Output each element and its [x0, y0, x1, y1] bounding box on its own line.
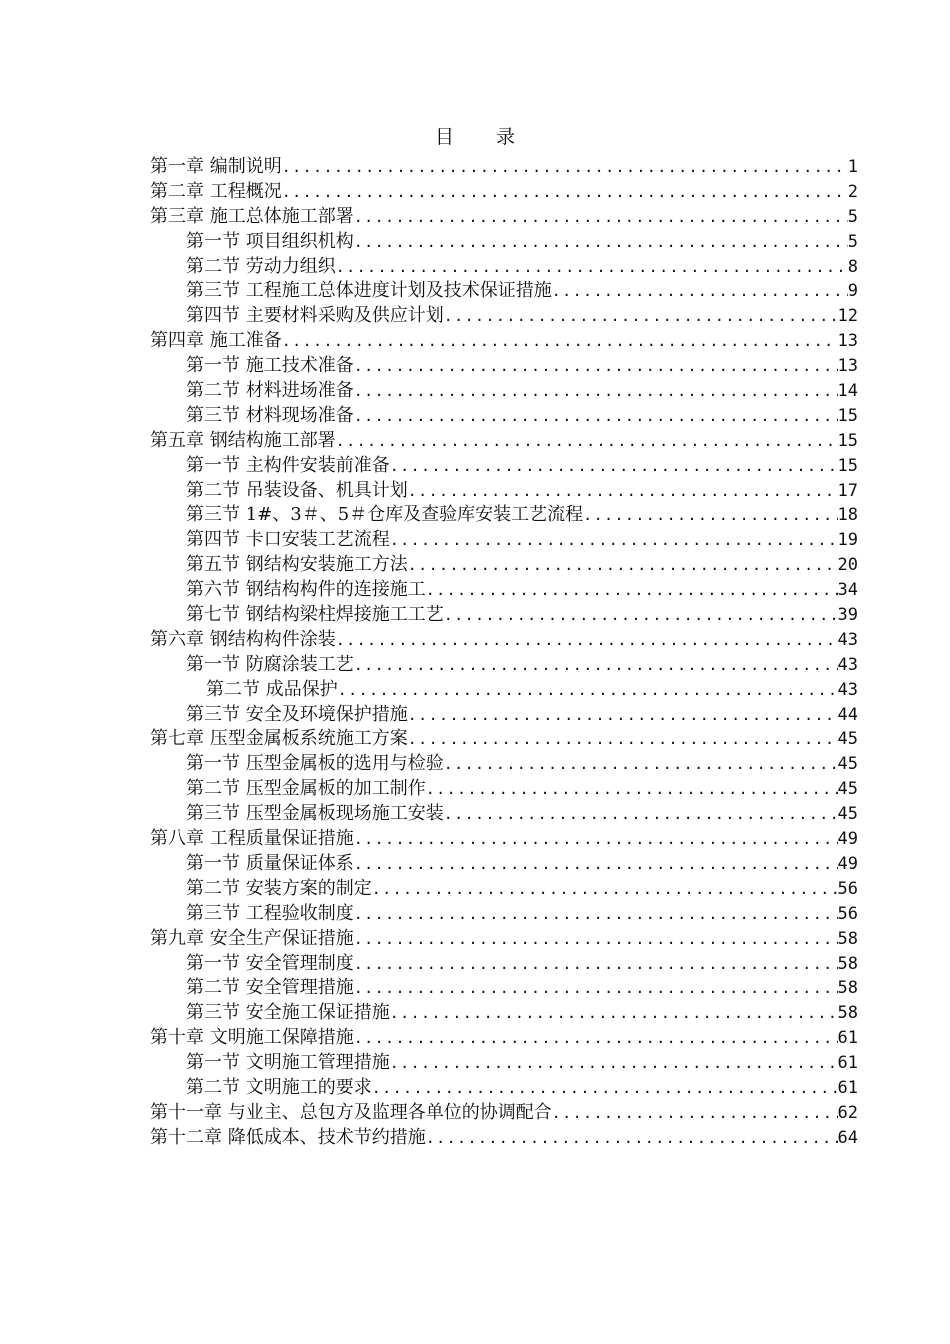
- toc-entry-page-number: 62: [837, 1102, 858, 1123]
- toc-dot-leader: [354, 1026, 838, 1051]
- toc-entry-page-number: 8: [847, 256, 858, 277]
- toc-entry-label: 第一节 防腐涂装工艺: [186, 653, 354, 675]
- toc-chapter-entry[interactable]: [150, 429, 858, 454]
- toc-entry-label: 第二节 材料进场准备: [186, 380, 354, 402]
- toc-chapter-entry[interactable]: [150, 1126, 858, 1151]
- toc-section-entry[interactable]: [150, 404, 858, 429]
- toc-section-entry[interactable]: [150, 479, 858, 504]
- toc-chapter-entry[interactable]: [150, 329, 858, 354]
- toc-dot-leader: [354, 230, 848, 255]
- toc-entry-page-number: 5: [847, 231, 858, 252]
- toc-entry-label: 第一节 文明施工管理措施: [186, 1052, 390, 1074]
- toc-entry-page-number: 58: [837, 1003, 858, 1024]
- toc-dot-leader: [426, 777, 838, 802]
- toc-entry-page-number: 13: [837, 331, 858, 352]
- toc-dot-leader: [408, 553, 838, 578]
- toc-section-entry[interactable]: [150, 952, 858, 977]
- toc-section-entry[interactable]: [150, 703, 858, 728]
- toc-dot-leader: [354, 902, 838, 927]
- toc-list: [150, 155, 858, 1151]
- toc-dot-leader: [390, 454, 838, 479]
- toc-chapter-entry[interactable]: [150, 927, 858, 952]
- toc-entry-page-number: 58: [837, 928, 858, 949]
- toc-entry-label: 第三节 安全及环境保护措施: [186, 703, 408, 725]
- toc-dot-leader: [282, 329, 838, 354]
- toc-dot-leader: [338, 678, 838, 703]
- toc-entry-label: 第一节 项目组织机构: [186, 230, 354, 252]
- toc-entry-page-number: 45: [837, 754, 858, 775]
- toc-entry-label: 第四节 卡口安装工艺流程: [186, 529, 390, 551]
- toc-dot-leader: [390, 1051, 838, 1076]
- toc-entry-label: 第三节 工程验收制度: [186, 902, 354, 924]
- toc-entry-label: 第九章 安全生产保证措施: [150, 927, 354, 949]
- toc-entry-label: 第二节 吊装设备、机具计划: [186, 479, 408, 501]
- toc-dot-leader: [552, 279, 848, 304]
- toc-dot-leader: [354, 205, 848, 230]
- toc-section-entry[interactable]: [150, 802, 858, 827]
- toc-chapter-entry[interactable]: [150, 827, 858, 852]
- toc-section-entry[interactable]: [150, 603, 858, 628]
- toc-dot-leader: [354, 379, 838, 404]
- toc-entry-label: 第一节 安全管理制度: [186, 952, 354, 974]
- toc-dot-leader: [444, 304, 838, 329]
- toc-entry-page-number: 19: [837, 530, 858, 551]
- toc-section-entry[interactable]: [150, 752, 858, 777]
- toc-dot-leader: [354, 354, 838, 379]
- toc-entry-page-number: 58: [837, 953, 858, 974]
- toc-entry-label: 第二章 工程概况: [150, 180, 282, 202]
- toc-entry-label: 第六章 钢结构构件涂装: [150, 628, 336, 650]
- toc-section-entry[interactable]: [150, 279, 858, 304]
- toc-entry-label: 第二节 安装方案的制定: [186, 877, 372, 899]
- toc-section-entry[interactable]: [150, 255, 858, 280]
- toc-entry-page-number: 56: [837, 878, 858, 899]
- toc-dot-leader: [444, 752, 838, 777]
- toc-dot-leader: [426, 1126, 838, 1151]
- toc-dot-leader: [444, 802, 838, 827]
- toc-section-entry[interactable]: [150, 1001, 858, 1026]
- toc-section-entry[interactable]: [150, 503, 858, 528]
- toc-entry-label: 第四章 施工准备: [150, 330, 282, 352]
- toc-section-entry[interactable]: [150, 1051, 858, 1076]
- toc-entry-page-number: 2: [847, 181, 858, 202]
- toc-entry-page-number: 56: [837, 903, 858, 924]
- toc-dot-leader: [354, 976, 838, 1001]
- toc-section-entry[interactable]: [150, 852, 858, 877]
- toc-section-entry[interactable]: [150, 354, 858, 379]
- toc-dot-leader: [336, 628, 838, 653]
- toc-entry-label: 第一节 质量保证体系: [186, 852, 354, 874]
- toc-entry-page-number: 45: [837, 804, 858, 825]
- toc-entry-page-number: 18: [837, 505, 858, 526]
- toc-section-entry[interactable]: [150, 653, 858, 678]
- toc-dot-leader: [354, 827, 838, 852]
- toc-entry-page-number: 43: [837, 679, 858, 700]
- toc-section-entry[interactable]: [150, 553, 858, 578]
- toc-dot-leader: [354, 927, 838, 952]
- toc-section-entry[interactable]: [150, 678, 858, 703]
- toc-entry-label: 第二节 文明施工的要求: [186, 1076, 372, 1098]
- toc-entry-label: 第二节 劳动力组织: [186, 255, 336, 277]
- toc-entry-label: 第一节 压型金属板的选用与检验: [186, 753, 444, 775]
- toc-section-entry[interactable]: [150, 578, 858, 603]
- toc-dot-leader: [354, 852, 838, 877]
- toc-section-entry[interactable]: [150, 454, 858, 479]
- toc-title: 目 录: [434, 126, 534, 148]
- toc-entry-page-number: 45: [837, 729, 858, 750]
- toc-entry-page-number: 12: [837, 306, 858, 327]
- toc-entry-page-number: 15: [837, 455, 858, 476]
- toc-entry-label: 第五章 钢结构施工部署: [150, 429, 336, 451]
- toc-entry-label: 第六节 钢结构构件的连接施工: [186, 579, 426, 601]
- toc-chapter-entry[interactable]: [150, 1026, 858, 1051]
- toc-entry-page-number: 13: [837, 356, 858, 377]
- toc-entry-page-number: 64: [837, 1127, 858, 1148]
- toc-entry-label: 第七章 压型金属板系统施工方案: [150, 728, 408, 750]
- toc-entry-label: 第三节 材料现场准备: [186, 404, 354, 426]
- toc-entry-page-number: 61: [837, 1053, 858, 1074]
- toc-entry-label: 第三节 工程施工总体进度计划及技术保证措施: [186, 280, 552, 302]
- toc-entry-label: 第三节 安全施工保证措施: [186, 1002, 390, 1024]
- toc-entry-label: 第四节 主要材料采购及供应计划: [186, 305, 444, 327]
- toc-entry-page-number: 20: [837, 555, 858, 576]
- toc-entry-page-number: 15: [837, 405, 858, 426]
- toc-entry-label: 第十章 文明施工保障措施: [150, 1027, 354, 1049]
- toc-entry-label: 第三节 1#、3＃、5＃仓库及查验库安装工艺流程: [186, 504, 584, 526]
- toc-entry-page-number: 43: [837, 629, 858, 650]
- toc-dot-leader: [390, 1001, 838, 1026]
- toc-entry-label: 第一节 主构件安装前准备: [186, 454, 390, 476]
- toc-entry-page-number: 39: [837, 605, 858, 626]
- toc-entry-label: 第一章 编制说明: [150, 156, 282, 177]
- toc-section-entry[interactable]: [150, 304, 858, 329]
- toc-dot-leader: [444, 603, 838, 628]
- toc-dot-leader: [408, 727, 838, 752]
- toc-dot-leader: [583, 503, 837, 528]
- toc-section-entry[interactable]: [150, 230, 858, 255]
- toc-dot-leader: [390, 528, 838, 553]
- toc-entry-label: 第一节 施工技术准备: [186, 355, 354, 377]
- toc-entry-page-number: 17: [837, 480, 858, 501]
- toc-entry-label: 第二节 安全管理措施: [186, 977, 354, 999]
- toc-entry-page-number: 49: [837, 853, 858, 874]
- toc-section-entry[interactable]: [150, 902, 858, 927]
- toc-entry-label: 第三章 施工总体施工部署: [150, 205, 354, 227]
- toc-entry-page-number: 9: [847, 281, 858, 302]
- toc-dot-leader: [372, 1076, 838, 1101]
- toc-chapter-entry[interactable]: [150, 205, 858, 230]
- toc-section-entry[interactable]: [150, 877, 858, 902]
- toc-entry-page-number: 58: [837, 978, 858, 999]
- toc-section-entry[interactable]: [150, 777, 858, 802]
- toc-dot-leader: [552, 1101, 838, 1126]
- toc-entry-label: 第五节 钢结构安装施工方法: [186, 554, 408, 576]
- toc-dot-leader: [372, 877, 838, 902]
- toc-dot-leader: [354, 404, 838, 429]
- toc-dot-leader: [282, 155, 848, 180]
- toc-entry-page-number: 61: [837, 1028, 858, 1049]
- toc-entry-page-number: 49: [837, 829, 858, 850]
- toc-entry-page-number: 44: [837, 704, 858, 725]
- toc-entry-page-number: 43: [837, 654, 858, 675]
- toc-entry-label: 第七节 钢结构梁柱焊接施工工艺: [186, 604, 444, 626]
- toc-chapter-entry[interactable]: [150, 727, 858, 752]
- toc-entry-label: 第十二章 降低成本、技术节约措施: [150, 1126, 426, 1148]
- toc-entry-page-number: 14: [837, 381, 858, 402]
- toc-section-entry[interactable]: [150, 379, 858, 404]
- toc-entry-page-number: 1: [847, 157, 858, 177]
- toc-section-entry[interactable]: [150, 528, 858, 553]
- toc-dot-leader: [426, 578, 838, 603]
- toc-entry-page-number: 45: [837, 779, 858, 800]
- toc-entry-page-number: 15: [837, 430, 858, 451]
- toc-dot-leader: [336, 255, 848, 280]
- toc-dot-leader: [354, 653, 838, 678]
- toc-entry-label: 第二节 成品保护: [206, 678, 338, 700]
- toc-dot-leader: [408, 703, 838, 728]
- toc-dot-leader: [282, 180, 848, 205]
- toc-chapter-entry[interactable]: [150, 155, 858, 180]
- toc-entry-page-number: 34: [837, 580, 858, 601]
- toc-dot-leader: [408, 479, 838, 504]
- toc-entry-label: 第八章 工程质量保证措施: [150, 828, 354, 850]
- toc-chapter-entry[interactable]: [150, 180, 858, 205]
- toc-section-entry[interactable]: [150, 1076, 858, 1101]
- toc-entry-label: 第二节 压型金属板的加工制作: [186, 778, 426, 800]
- toc-entry-page-number: 5: [847, 206, 858, 227]
- toc-dot-leader: [336, 429, 838, 454]
- toc-chapter-entry[interactable]: [150, 628, 858, 653]
- toc-section-entry[interactable]: [150, 976, 858, 1001]
- toc-chapter-entry[interactable]: [150, 1101, 858, 1126]
- toc-dot-leader: [354, 952, 838, 977]
- toc-entry-label: 第三节 压型金属板现场施工安装: [186, 803, 444, 825]
- toc-entry-page-number: 61: [837, 1077, 858, 1098]
- toc-entry-label: 第十一章 与业主、总包方及监理各单位的协调配合: [150, 1101, 552, 1123]
